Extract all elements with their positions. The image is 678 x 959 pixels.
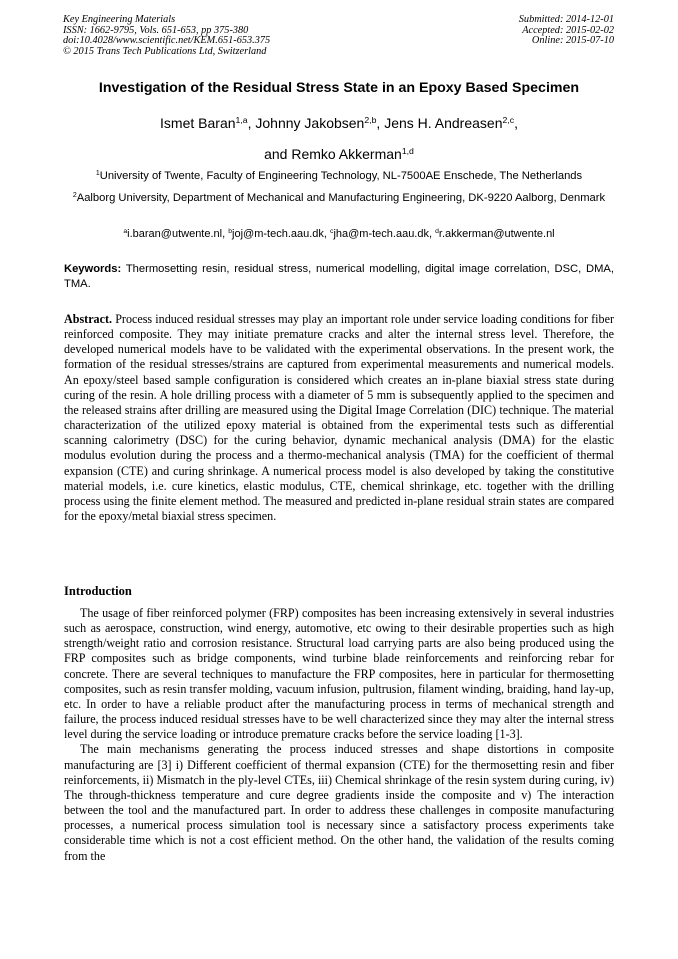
email-mark: d xyxy=(435,227,439,235)
author-affil-mark: 1,a xyxy=(235,114,248,125)
keywords-text: Thermosetting resin, residual stress, numerical modelling, digital image correlation, DSC, DMA, TMA. xyxy=(64,263,615,290)
paragraph: The usage of fiber reinforced polymer (FRP) composites has been increasing extensively in several industries such as aerospace, construction, wind energy, automotive, etc owing to their desirable properties such as high strength/weight ratio and corrosion resistance. Structural load carrying parts are also being produced using the FRP composites such as bridge components, wind turbine blade reinforcements and reinforcing rebar for concrete. There are several techniques to manufacture the FRP composites, here in particular for thermosetting composites, such as resin transfer molding, vacuum infusion, pultrusion, filament winding, braiding, hand lay-up, etc. In order to have a reliable product after the manufacturing process in terms of mechanical strength and failure, the process induced residual stresses have to be well characterized since they may alter the internal stress level during the service loading or introduce premature cracks before the service loading [1-3]. xyxy=(64,606,614,742)
affiliation-mark: 2 xyxy=(72,191,77,199)
journal-issn: ISSN: 1662-9795, Vols. 651-653, pp 375-380 xyxy=(63,24,249,36)
email-separator: , xyxy=(323,228,331,240)
author-affil-mark: 2,c xyxy=(502,114,515,125)
keywords-label: Keywords: xyxy=(64,263,122,275)
author-name: Jens H. Andreasen xyxy=(384,115,503,131)
section-heading-introduction: Introduction xyxy=(64,584,132,598)
author-line-2 xyxy=(40,145,638,163)
email-mark: a xyxy=(123,227,128,235)
affiliation-text: Aalborg University, Department of Mechanical and Manufacturing Engineering, DK-9220 Aalborg, Denmark xyxy=(76,192,606,204)
email-mark: b xyxy=(228,227,233,235)
journal-copyright: © 2015 Trans Tech Publications Ltd, Switzerland xyxy=(63,45,267,57)
paragraph: The main mechanisms generating the process induced stresses and shape distortions in composite manufacturing are [3] i) Different coefficient of thermal expansion (CTE) for the thermosetting resin and fiber reinforcements, ii) Mismatch in the ply-level CTEs, iii) Chemical shrinkage of the resin system during curing, iv) The through-thickness temperature and cure degree gradients inside the composite and v) The interaction between the tool and the manufactured part. In order to address these challenges in composite manufacturing processes, a numerical process simulation tool is necessary since a satisfactory process experiments take considerable time which is not a cost efficient method. On the other hand, the validation of the results coming from the xyxy=(64,742,614,863)
keywords xyxy=(64,262,614,291)
author-name: Johnny Jakobsen xyxy=(255,115,365,131)
author-line-1 xyxy=(40,114,638,132)
author-emails xyxy=(40,227,638,241)
email-address: r.akkerman@utwente.nl xyxy=(438,228,555,240)
email-separator: , xyxy=(428,228,436,240)
submission-dates xyxy=(519,15,614,47)
affiliation-mark: 1 xyxy=(95,169,100,177)
abstract-label: Abstract. xyxy=(64,312,113,326)
email-address: jha@m-tech.aau.dk xyxy=(333,228,429,240)
email-address: joj@m-tech.aau.dk xyxy=(232,228,324,240)
email-mark: c xyxy=(330,227,334,235)
author-separator: , xyxy=(514,115,518,131)
paper-title: Investigation of the Residual Stress State in an Epoxy Based Specimen xyxy=(98,80,580,96)
accepted-date: Accepted: 2015-02-02 xyxy=(522,24,614,36)
author-and: and xyxy=(264,146,292,162)
author-separator: , xyxy=(247,115,256,131)
affiliation-1 xyxy=(56,169,622,184)
author-name: Remko Akkerman xyxy=(291,146,402,162)
email-separator: , xyxy=(222,228,229,240)
journal-doi: doi:10.4028/www.scientific.net/KEM.651-653.375 xyxy=(63,35,271,47)
author-affil-mark: 1,d xyxy=(401,145,414,156)
submitted-date: Submitted: 2014-12-01 xyxy=(518,14,614,25)
author-separator: , xyxy=(376,115,385,131)
affiliation-2 xyxy=(56,191,622,206)
affiliation-text: University of Twente, Faculty of Engineering Technology, NL-7500AE Enschede, The Netherlands xyxy=(99,170,583,182)
abstract-text: Process induced residual stresses may play an important role under service loading conditions for fiber reinforced composite. They may initiate premature cracks and alter the internal stress level. Therefore, the developed numerical models have to be validated with the experimental observations. In the present work, the formation of the residual stresses/strains are captured from experimental measurements and numerical models. An epoxy/steel based sample configuration is considered which creates an in-plane biaxial stress state during curing of the resin. A hole drilling process with a diameter of 5 mm is subsequently applied to the specimen and the released strains after drilling are measured using the Digital Image Correlation (DIC) technique. The material characterization of the utilized epoxy material is obtained from the experimental tests such as differential scanning calorimetry (DSC) for the curing behavior, dynamic mechanical analysis (DMA) for the elastic modulus evolution during the process and a thermo-mechanical analysis (TMA) for the coefficient of thermal expansion (CTE) and curing shrinkage. A numerical process model is also developed by taking the constitutive material models, i.e. cure kinetics, elastic modulus, CTE, chemical shrinkage, etc. together with the drilling process using the finite element method. The measured and predicted in-plane residual strain states are compared for the epoxy/metal biaxial stress specimen. xyxy=(64,312,614,524)
author-name: Ismet Baran xyxy=(160,115,236,131)
abstract xyxy=(64,312,614,524)
journal-name: Key Engineering Materials xyxy=(63,14,176,25)
journal-header xyxy=(63,15,270,57)
author-affil-mark: 2,b xyxy=(364,114,377,125)
introduction-body xyxy=(64,606,614,864)
email-address: i.baran@utwente.nl xyxy=(127,228,223,240)
online-date: Online: 2015-07-10 xyxy=(531,35,614,47)
